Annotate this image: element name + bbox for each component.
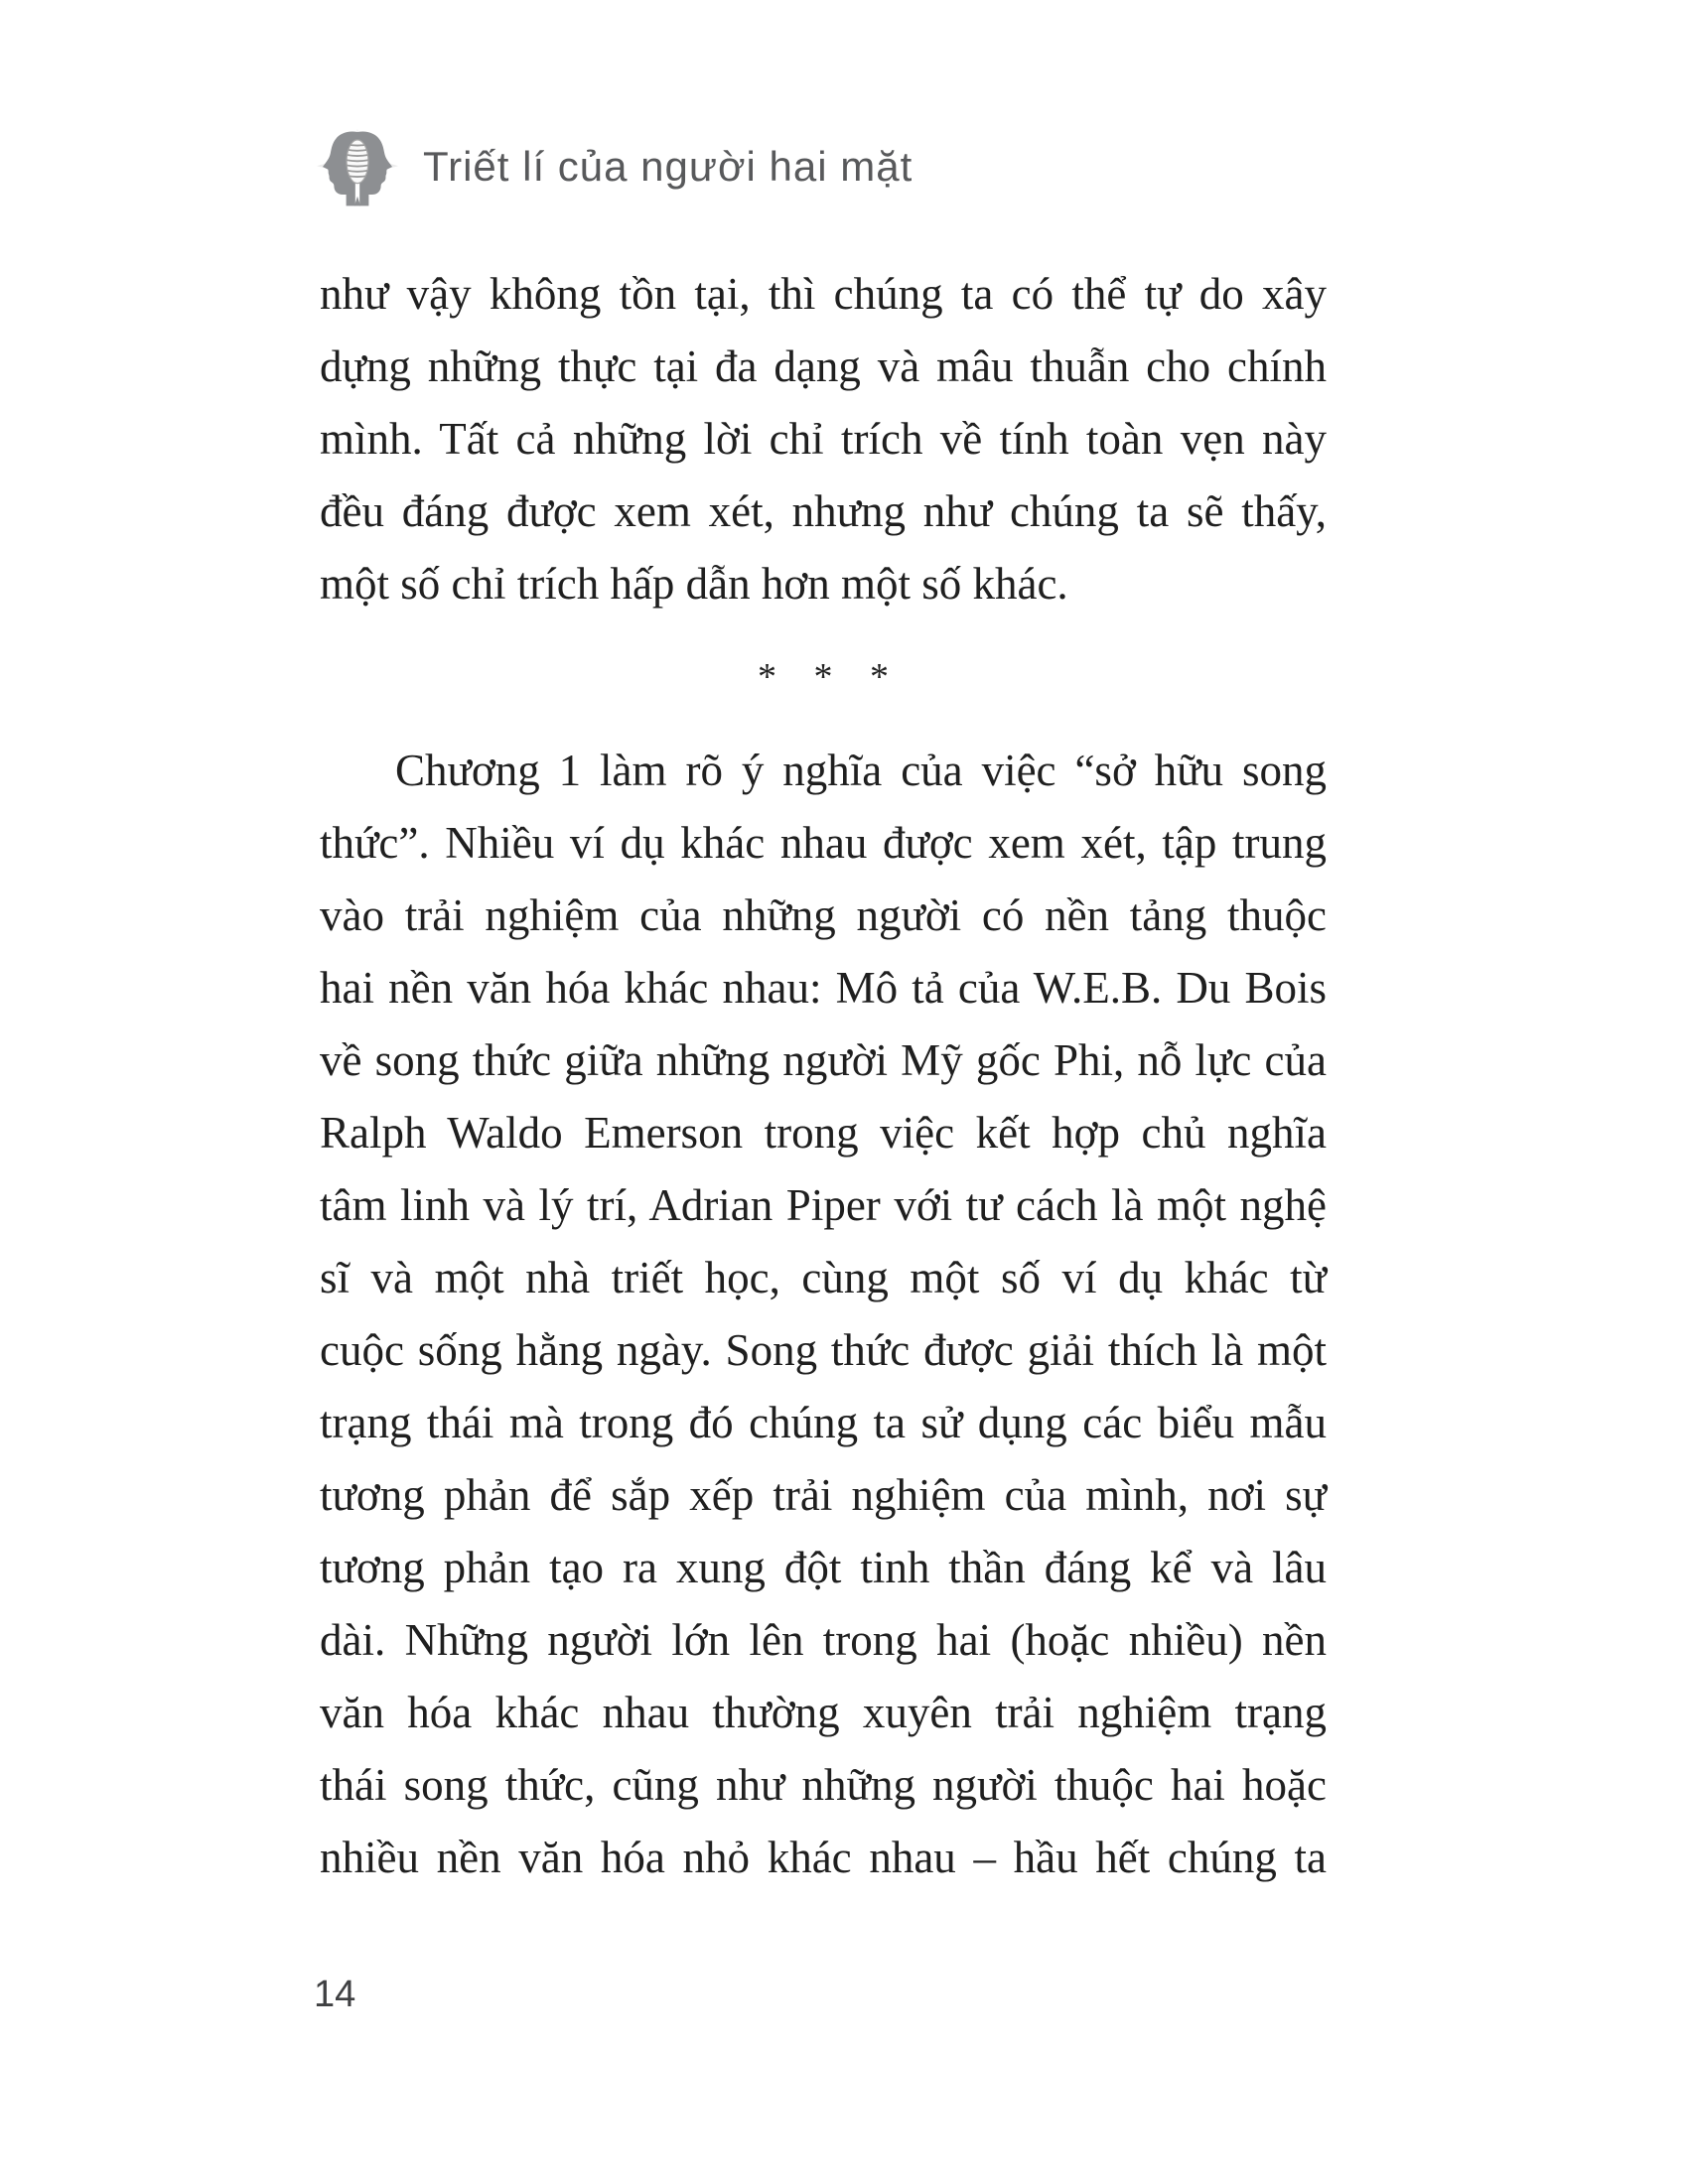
text-line: tương phản tạo ra xung đột tinh thần đáng kể và lâu xyxy=(320,1543,1327,1592)
text-line: cuộc sống hằng ngày. Song thức được giải thích là một xyxy=(320,1325,1327,1375)
two-faced-head-icon xyxy=(314,125,401,208)
section-separator: * * * xyxy=(758,656,903,698)
paragraph xyxy=(320,258,1327,620)
text-line: Ralph Waldo Emerson trong việc kết hợp chủ nghĩa xyxy=(320,1108,1327,1158)
body-text xyxy=(320,258,1327,1894)
running-header xyxy=(314,125,913,208)
text-line: trạng thái mà trong đó chúng ta sử dụng các biểu mẫu xyxy=(320,1398,1327,1447)
text-line: tâm linh và lý trí, Adrian Piper với tư cách là một nghệ xyxy=(320,1180,1327,1230)
text-line: mình. Tất cả những lời chỉ trích về tính toàn vẹn này xyxy=(320,414,1327,464)
page-number: 14 xyxy=(314,1974,356,2015)
text-line: tương phản để sắp xếp trải nghiệm của mình, nơi sự xyxy=(320,1470,1327,1520)
paragraph xyxy=(320,735,1327,1894)
text-line: dài. Những người lớn lên trong hai (hoặc nhiều) nền xyxy=(320,1615,1327,1665)
text-line: đều đáng được xem xét, nhưng như chúng ta sẽ thấy, xyxy=(320,486,1327,536)
text-line: hai nền văn hóa khác nhau: Mô tả của W.E.B. Du Bois xyxy=(320,963,1327,1013)
text-line: thức”. Nhiều ví dụ khác nhau được xem xét, tập trung xyxy=(320,818,1327,868)
text-line: về song thức giữa những người Mỹ gốc Phi, nỗ lực của xyxy=(320,1035,1327,1085)
text-line: vào trải nghiệm của những người có nền tảng thuộc xyxy=(320,890,1327,940)
running-header-title: Triết lí của người hai mặt xyxy=(423,143,914,190)
text-line: như vậy không tồn tại, thì chúng ta có thể tự do xây xyxy=(320,269,1327,319)
text-line: văn hóa khác nhau thường xuyên trải nghiệm trạng xyxy=(320,1688,1327,1737)
text-line: dựng những thực tại đa dạng và mâu thuẫn cho chính xyxy=(320,341,1327,391)
text-line: sĩ và một nhà triết học, cùng một số ví dụ khác từ xyxy=(320,1253,1327,1302)
text-line: thái song thức, cũng như những người thuộc hai hoặc xyxy=(320,1760,1327,1810)
text-line: Chương 1 làm rõ ý nghĩa của việc “sở hữu song xyxy=(395,746,1327,795)
text-line: một số chỉ trích hấp dẫn hơn một số khác. xyxy=(320,559,1068,609)
text-line: nhiều nền văn hóa nhỏ khác nhau – hầu hết chúng ta xyxy=(320,1833,1327,1882)
